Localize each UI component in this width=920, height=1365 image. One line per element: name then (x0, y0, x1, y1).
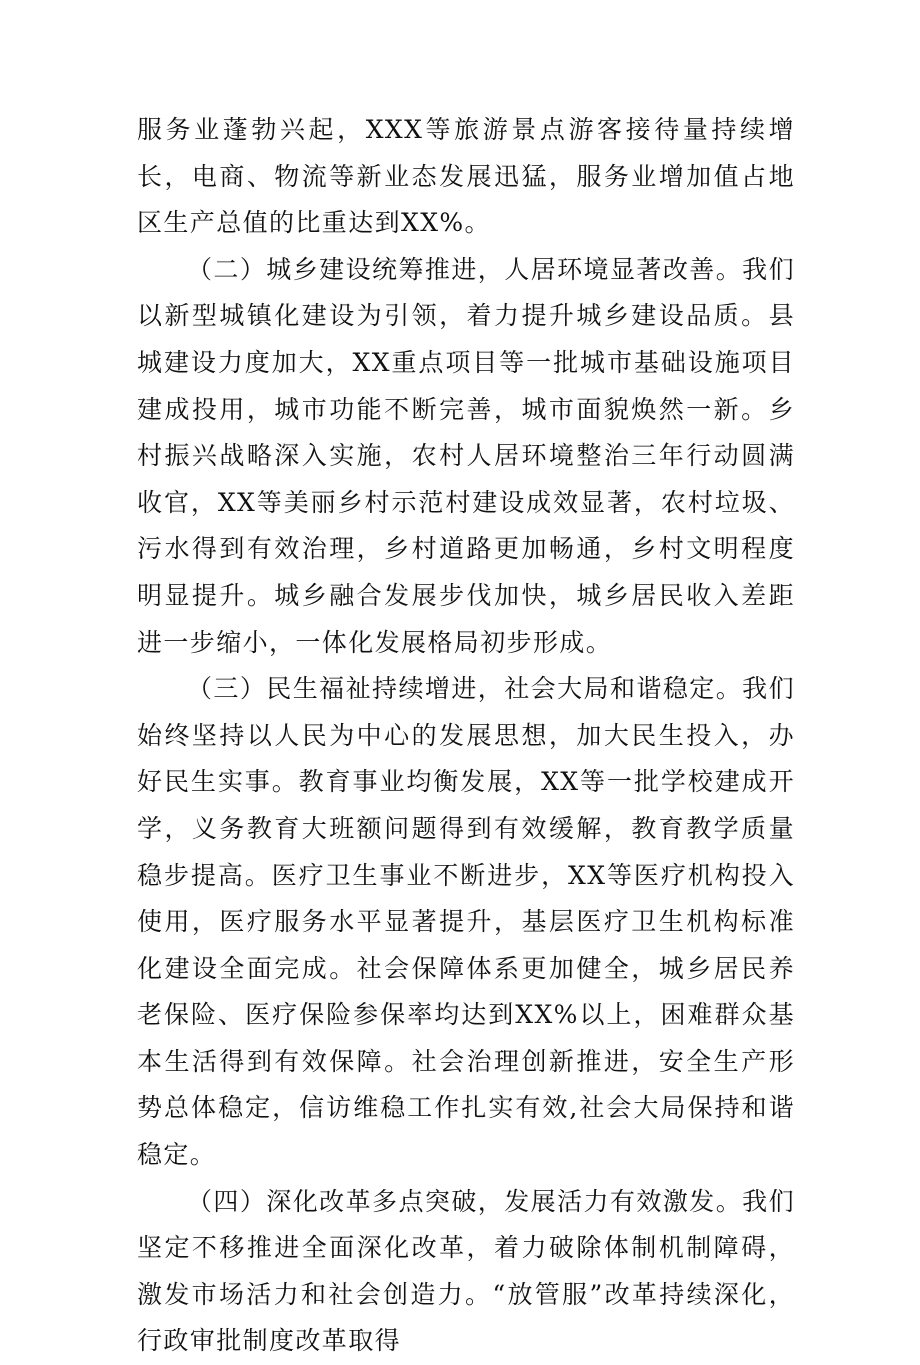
paragraph-livelihood-wellbeing: （三）民生福祉持续增进，社会大局和谐稳定。我们始终坚持以人民为中心的发展思想，加大民生投入，办好民生实事。教育事业均衡发展，XX等一批学校建成开学，义务教育大班额问题得到有效缓解，教育教学质量稳步提高。医疗卫生事业不断进步，XX等医疗机构投入使用，医疗服务水平显著提升，基层医疗卫生机构标准化建设全面完成。社会保障体系更加健全，城乡居民养老保险、医疗保险参保率均达到XX%以上，困难群众基本生活得到有效保障。社会治理创新推进，安全生产形势总体稳定，信访维稳工作扎实有效,社会大局保持和谐稳定。 (137, 674, 795, 1170)
paragraph-urban-rural-construction: （二）城乡建设统筹推进，人居环境显著改善。我们以新型城镇化建设为引领，着力提升城乡建设品质。县城建设力度加大，XX重点项目等一批城市基础设施项目建成投用，城市功能不断完善，城市面貌焕然一新。乡村振兴战略深入实施，农村人居环境整治三年行动圆满收官，XX等美丽乡村示范村建设成效显著，农村垃圾、污水得到有效治理，乡村道路更加畅通，乡村文明程度明显提升。城乡融合发展步伐加快，城乡居民收入差距进一步缩小，一体化发展格局初步形成。 (137, 254, 795, 657)
paragraph-deepening-reform: （四）深化改革多点突破，发展活力有效激发。我们坚定不移推进全面深化改革，着力破除体制机制障碍，激发市场活力和社会创造力。“放管服”改革持续深化，行政审批制度改革取得 (137, 1186, 795, 1356)
paragraph-service-industry: 服务业蓬勃兴起，XXX等旅游景点游客接待量持续增长，电商、物流等新业态发展迅猛，服务业增加值占地区生产总值的比重达到XX%。 (137, 115, 795, 238)
document-body (137, 107, 795, 1365)
